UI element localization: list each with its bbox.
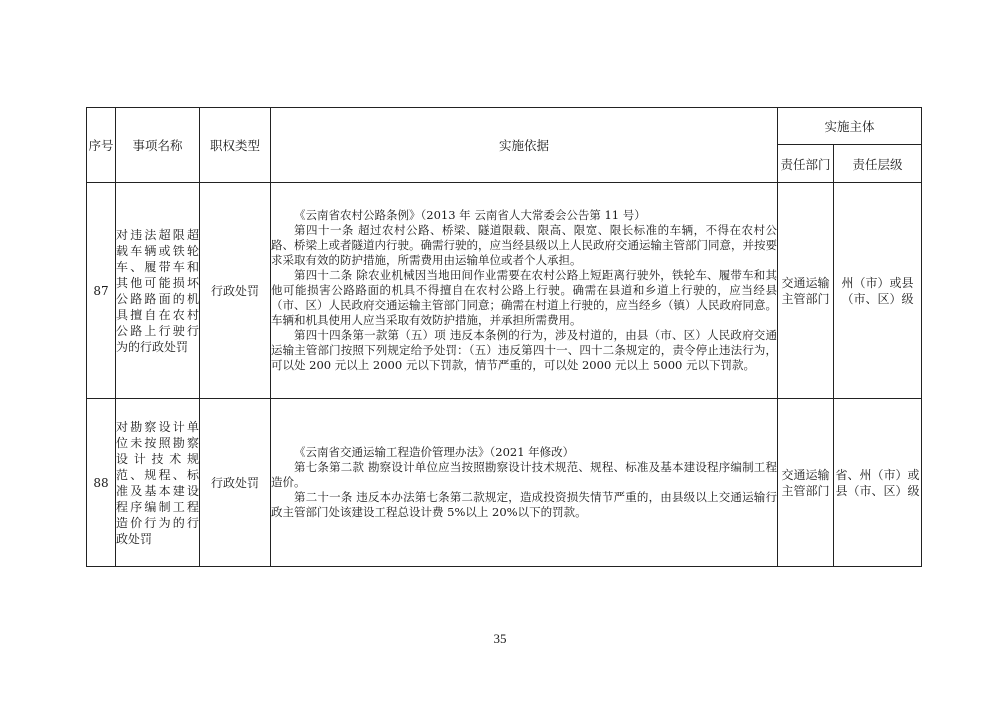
header-dept: 责任部门: [778, 145, 834, 183]
row-dept: 交通运输主管部门: [778, 183, 834, 399]
basis-source: 《云南省农村公路条例》（2013 年 云南省人大常委会公告第 11 号）: [294, 208, 646, 222]
table-row: [87, 399, 922, 567]
row-basis: [271, 399, 778, 567]
header-level: 责任层级: [834, 145, 922, 183]
row-power-type: 行政处罚: [200, 399, 271, 567]
table-row: [87, 183, 922, 399]
authority-table: [86, 107, 922, 567]
basis-clause: 第四十一条 超过农村公路、桥梁、隧道限载、限高、限宽、限长标准的车辆，不得在农村公路、桥梁上或者隧道内行驶。确需行驶的，应当经县级以上人民政府交通运输主管部门同意，并按要求采取有效的防护措施，所需费用由运输单位或者个人承担。: [271, 223, 777, 267]
header-seq: 序号: [87, 108, 116, 183]
basis-source: 《云南省交通运输工程造价管理办法》（2021 年修改）: [294, 445, 575, 459]
row-power-type: 行政处罚: [200, 183, 271, 399]
row-dept: 交通运输主管部门: [778, 399, 834, 567]
basis-clause: 第七条第二款 勘察设计单位应当按照勘察设计技术规范、规程、标准及基本建设程序编制工程造价。: [271, 460, 777, 489]
basis-clause: 第四十二条 除农业机械因当地田间作业需要在农村公路上短距离行驶外，铁轮车、履带车和其他可能损害公路路面的机具不得擅自在农村公路上行驶。确需在县道和乡道上行驶的，应当经县（市、区）人民政府交通运输主管部门同意；确需在村道上行驶的，应当经乡（镇）人民政府同意。车辆和机具使用人应当采取有效防护措施，并承担所需费用。: [271, 268, 777, 327]
row-level: 省、州（市）或县（市、区）级: [834, 399, 922, 567]
page-number: 35: [493, 631, 507, 646]
header-basis: 实施依据: [271, 108, 778, 183]
basis-clause: 第二十一条 违反本办法第七条第二款规定，造成投资损失情节严重的，由县级以上交通运输行政主管部门处该建设工程总设计费 5%以上 20%以下的罚款。: [271, 490, 777, 519]
header-subject: 实施主体: [778, 108, 922, 145]
header-power-type: 职权类型: [200, 108, 271, 183]
row-basis: [271, 183, 778, 399]
basis-clause: 第四十四条第一款第（五）项 违反本条例的行为，涉及村道的，由县（市、区）人民政府交通运输主管部门按照下列规定给予处罚：（五）违反第四十一、四十二条规定的，责令停止违法行为，可以处 200 元以上 2000 元以下罚款，情节严重的，可以处 2000 元以上 5000 元以下罚款。: [271, 328, 777, 372]
header-item-name: 事项名称: [116, 108, 200, 183]
row-item-name: 对违法超限超载车辆或铁轮车、履带车和其他可能损坏公路路面的机具擅自在农村公路上行驶行为的行政处罚: [116, 183, 200, 399]
row-level: 州（市）或县（市、区）级: [834, 183, 922, 399]
row-item-name: 对勘察设计单位未按照勘察设计技术规范、规程、标准及基本建设程序编制工程造价行为的行政处罚: [116, 399, 200, 567]
row-seq: 87: [87, 183, 116, 399]
row-seq: 88: [87, 399, 116, 567]
